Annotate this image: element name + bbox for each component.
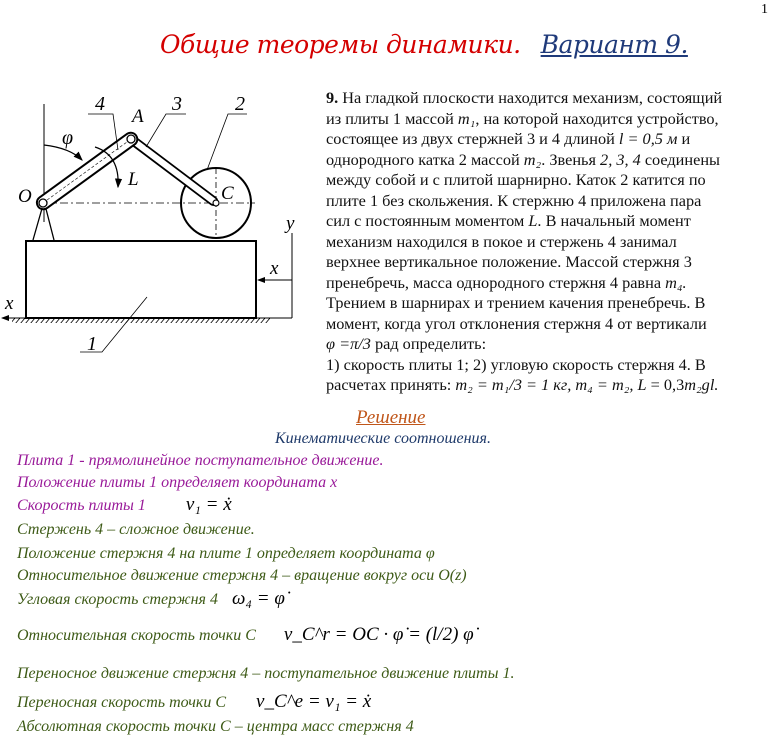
label-axis-x-left: x [5, 293, 14, 314]
problem-text-segment: . В начальный момент [537, 211, 691, 230]
problem-text-segment: из плиты 1 массой [326, 108, 458, 128]
solution-text: Скорость плиты 1 [17, 497, 146, 514]
problem-line [326, 273, 722, 294]
label-angle-phi: φ [62, 127, 74, 149]
problem-line [326, 355, 722, 376]
label-axis-y: y [286, 213, 295, 234]
hinge-c [213, 200, 219, 206]
rod-3 [129, 136, 219, 207]
label-point-c: C [221, 183, 234, 204]
problem-statement [326, 88, 722, 396]
problem-text-segment: рад определить: [370, 334, 487, 353]
problem-text-segment: и [677, 129, 691, 148]
problem-text-segment: m₂gl. [684, 375, 719, 394]
label-axis-x-right: x [270, 258, 279, 279]
formula-omega4: ω₄ = φ̇ [231, 588, 285, 609]
problem-text-segment: = 0,3 [646, 375, 685, 394]
problem-text-segment: l = 0,5 м [618, 129, 678, 148]
solution-line: Переносное движение стержня 4 – поступательное движение плиты 1. [17, 665, 515, 682]
problem-text-segment: сил с постоянным моментом [326, 211, 529, 230]
problem-text-segment: пренебречь, масса однородного стержня 4 равна [326, 272, 666, 292]
problem-line [326, 232, 722, 253]
solution-line: Относительное движение стержня 4 – вращение вокруг оси O(z) [17, 567, 467, 584]
problem-line [326, 129, 722, 150]
problem-text-segment: между собой и с плитой шарнирно. Каток 2 катится по [326, 170, 706, 189]
problem-text-segment: . Звенья [541, 149, 601, 169]
problem-text-segment: расчетах принять: [326, 375, 456, 394]
problem-line [326, 88, 722, 109]
problem-text-segment: верхнее вертикальное положение. Массой стержня 3 [326, 252, 692, 271]
label-plate1: 1 [87, 333, 97, 355]
solution-text: Переносная скорость точки C [17, 694, 227, 711]
label-moment-l: L [128, 169, 139, 190]
rod-4 [34, 130, 140, 212]
page-title [160, 30, 688, 59]
problem-text-segment: момент, когда угол отклонения стержня 4 от вертикали [326, 313, 707, 333]
hinge-a [127, 135, 135, 143]
problem-line [326, 170, 722, 191]
problem-text-segment: 1) скорость плиты 1; 2) угловую скорость стержня 4. В [326, 354, 706, 374]
hinge-o [39, 199, 47, 207]
plate-1 [26, 241, 256, 318]
problem-text-segment: m₄. [665, 272, 687, 292]
problem-text-segment: m₂ [523, 149, 542, 169]
solution-line: Стержень 4 – сложное движение. [17, 521, 255, 538]
problem-text-segment: L [528, 211, 538, 230]
solution-line: Абсолютная скорость точки C – центра масс стержня 4 [17, 718, 414, 735]
solution-line [17, 624, 474, 646]
problem-text-segment: Трением в шарнирах и трением качения пренебречь. В [326, 293, 706, 312]
problem-line [326, 150, 722, 171]
formula-v1: v₁ = ẋ [185, 494, 232, 515]
label-roller2: 2 [235, 93, 245, 115]
problem-text-segment: , на которой находится устройство, [475, 108, 719, 128]
problem-text-segment: m₂ = m₁/3 = 1 кг, m₄ = m₂, L [455, 375, 647, 394]
problem-text-segment: 2, 3, 4 [600, 149, 641, 169]
problem-text-segment: состоящее из двух стержней 3 и 4 длиной [326, 129, 619, 148]
problem-line [326, 252, 722, 273]
title-variant: Вариант 9. [540, 30, 688, 59]
solution-line [17, 494, 232, 516]
label-rod4: 4 [95, 93, 105, 115]
solution-line: Положение стержня 4 на плите 1 определяет координата φ [17, 545, 435, 562]
problem-text-segment: однородного катка 2 массой [326, 149, 524, 169]
label-point-a: A [132, 106, 144, 127]
formula-vce: v_C^e = v₁ = ẋ [256, 691, 372, 712]
title-main: Общие теоремы динамики. [160, 30, 521, 59]
problem-line [326, 191, 722, 212]
solution-subheading: Кинематические соотношения. [275, 430, 491, 447]
problem-line [326, 334, 722, 355]
problem-text-segment: механизм находился в покое и стержень 4 занимал [326, 231, 677, 251]
problem-text-segment: плите 1 без скольжения. К стержню 4 приложена пара [326, 190, 702, 210]
problem-line [326, 314, 722, 335]
solution-line: Плита 1 - прямолинейное поступательное движение. [17, 452, 384, 469]
leader-2 [207, 114, 247, 170]
solution-text: Угловая скорость стержня 4 [17, 591, 218, 608]
formula-vcr: v_C^r = OC · φ̇ = (l/2) φ̇ [283, 624, 474, 645]
problem-text-segment: соединены [640, 149, 720, 169]
solution-line [17, 691, 371, 713]
problem-line [326, 375, 722, 396]
problem-text-segment: На гладкой плоскости находится механизм, состоящий [338, 88, 723, 107]
label-rod3: 3 [172, 93, 182, 115]
problem-text-segment: φ =π/3 [326, 334, 371, 353]
mechanism-diagram [0, 85, 310, 365]
problem-line [326, 109, 722, 130]
solution-heading: Решение [356, 407, 426, 428]
solution-line [17, 588, 285, 610]
solution-line: Положение плиты 1 определяет координата x [17, 474, 338, 491]
problem-line [326, 211, 722, 232]
problem-text-segment: m₁ [457, 108, 476, 128]
label-point-o: O [18, 186, 32, 207]
solution-text: Относительная скорость точки C [17, 627, 256, 644]
problem-line [326, 293, 722, 314]
page-number: 1 [761, 2, 768, 17]
problem-text-segment: 9. [326, 88, 339, 107]
leader-3 [146, 114, 186, 147]
